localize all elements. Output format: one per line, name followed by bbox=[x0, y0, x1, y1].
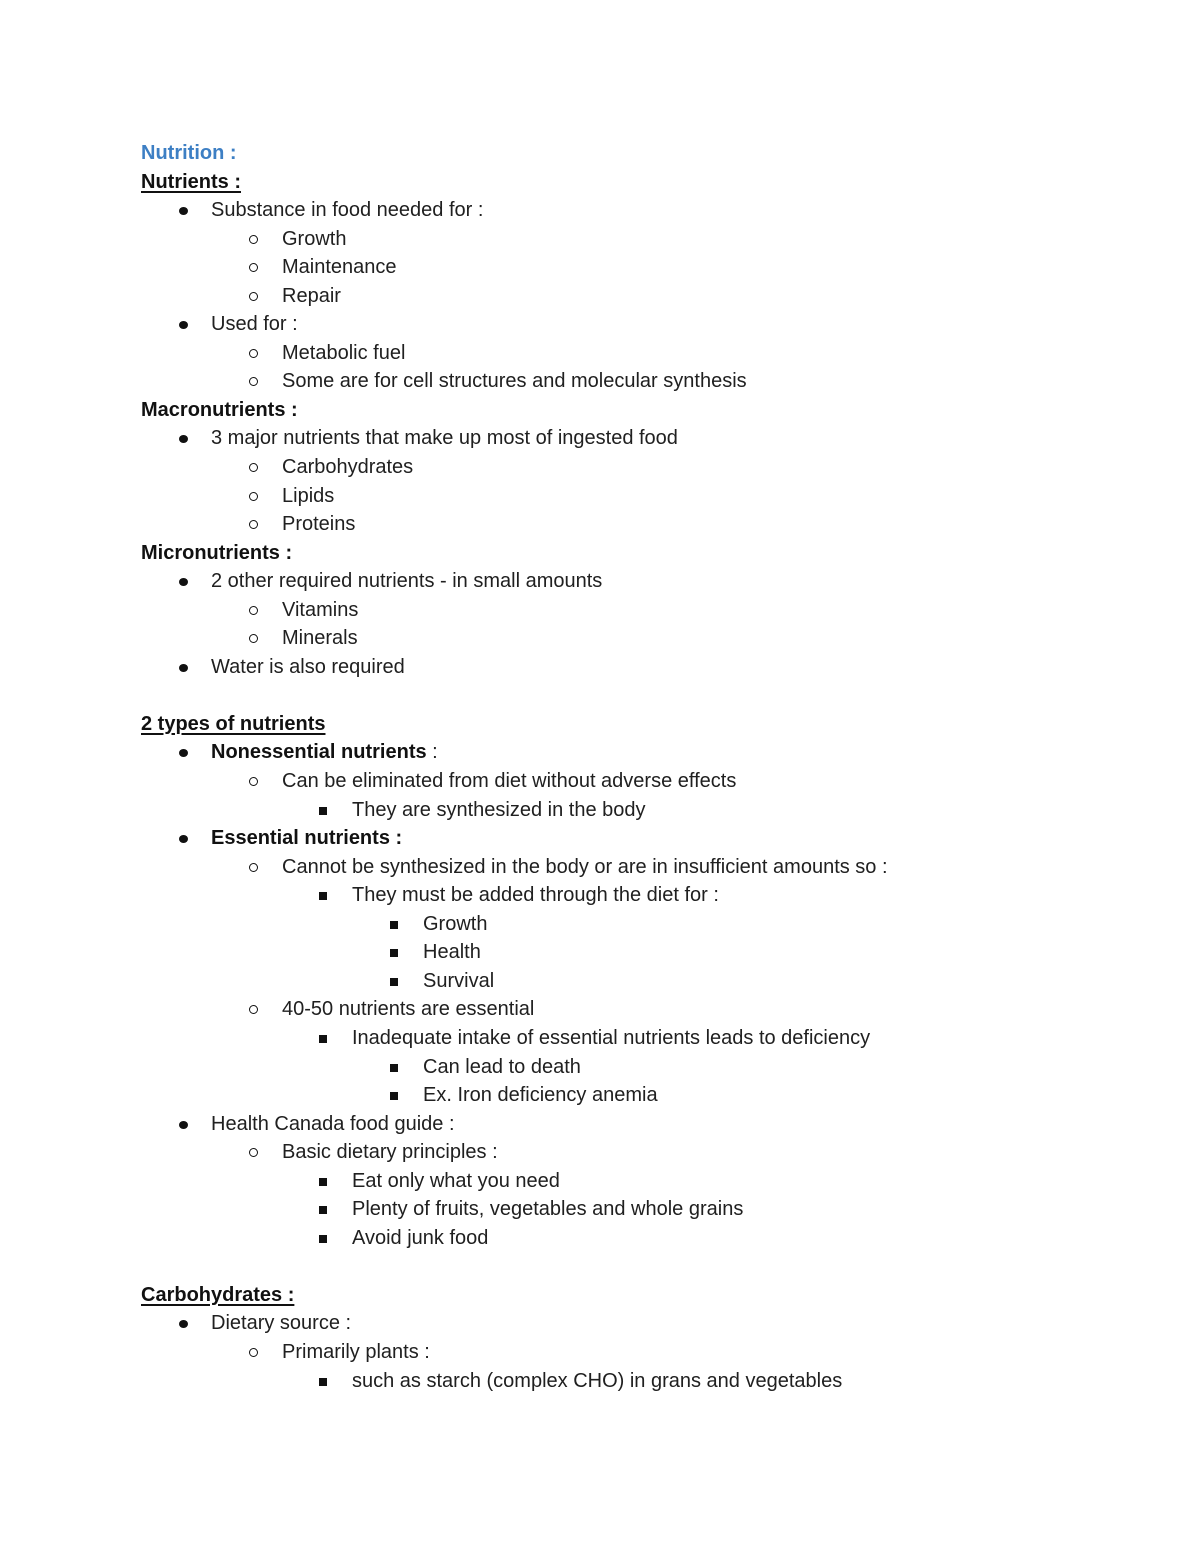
list-item bbox=[0, 1195, 1200, 1224]
list-item bbox=[0, 196, 1200, 225]
section-heading-carbohydrates-text: Carbohydrates : bbox=[141, 1283, 295, 1306]
list-item bbox=[0, 767, 1200, 796]
list-item-text: Used for : bbox=[211, 313, 298, 336]
bullet-circle-icon bbox=[249, 1005, 258, 1014]
document-body bbox=[0, 139, 1200, 1395]
list-item bbox=[0, 967, 1200, 996]
list-item bbox=[0, 995, 1200, 1024]
list-item-text: Health bbox=[423, 941, 481, 964]
bullet-square-icon bbox=[319, 1178, 327, 1186]
bullet-disc-icon bbox=[179, 749, 188, 757]
section-heading-macronutrients: Macronutrients : bbox=[141, 398, 298, 421]
list-item-text: They are synthesized in the body bbox=[352, 798, 646, 821]
list-item-text: Substance in food needed for : bbox=[211, 199, 484, 222]
list-item bbox=[0, 738, 1200, 767]
list-item-text: Can lead to death bbox=[423, 1055, 581, 1078]
bullet-square-icon bbox=[319, 892, 327, 900]
bullet-disc-icon bbox=[179, 578, 188, 586]
section-heading-micronutrients: Micronutrients : bbox=[141, 541, 293, 564]
list-item-text: Ex. Iron deficiency anemia bbox=[423, 1084, 658, 1107]
bullet-circle-icon bbox=[249, 777, 258, 786]
list-item-text: 2 other required nutrients - in small amounts bbox=[211, 570, 603, 593]
bullet-circle-icon bbox=[249, 492, 258, 501]
list-item bbox=[0, 1167, 1200, 1196]
list-item bbox=[0, 567, 1200, 596]
bullet-circle-icon bbox=[249, 463, 258, 472]
blank-line bbox=[0, 681, 1200, 710]
list-item-text: Primarily plants : bbox=[282, 1340, 430, 1363]
list-item bbox=[0, 424, 1200, 453]
list-item-text: They must be added through the diet for : bbox=[352, 884, 719, 907]
bullet-disc-icon bbox=[179, 435, 188, 443]
list-item bbox=[0, 1138, 1200, 1167]
section-heading-types-text: 2 types of nutrients bbox=[141, 712, 326, 735]
list-item-text: Water is also required bbox=[211, 655, 405, 678]
list-item bbox=[0, 624, 1200, 653]
list-item bbox=[0, 910, 1200, 939]
list-item-text: Growth bbox=[423, 912, 488, 935]
bullet-circle-icon bbox=[249, 377, 258, 386]
list-item bbox=[0, 1024, 1200, 1053]
bullet-disc-icon bbox=[179, 1320, 188, 1328]
bullet-disc-icon bbox=[179, 664, 188, 672]
list-item bbox=[0, 1338, 1200, 1367]
list-item bbox=[0, 510, 1200, 539]
bullet-square-icon bbox=[319, 807, 327, 815]
list-item-text: Can be eliminated from diet without adverse effects bbox=[282, 770, 737, 793]
list-item-text: Eat only what you need bbox=[352, 1169, 560, 1192]
list-item-text: Maintenance bbox=[282, 256, 397, 279]
list-item bbox=[0, 596, 1200, 625]
section-heading-types bbox=[0, 710, 1200, 739]
bullet-circle-icon bbox=[249, 263, 258, 272]
list-item bbox=[0, 225, 1200, 254]
list-item-text: 3 major nutrients that make up most of ingested food bbox=[211, 427, 678, 450]
document-title: Nutrition : bbox=[141, 142, 237, 164]
list-item-text: Minerals bbox=[282, 627, 358, 650]
list-item-text: Growth bbox=[282, 227, 347, 250]
list-item-text: Cannot be synthesized in the body or are in insufficient amounts so : bbox=[282, 855, 888, 878]
list-item-text: Repair bbox=[282, 284, 341, 307]
list-item-text: Avoid junk food bbox=[352, 1226, 489, 1249]
list-item-text: Proteins bbox=[282, 513, 356, 536]
list-item bbox=[0, 339, 1200, 368]
bullet-square-icon bbox=[319, 1206, 327, 1214]
bullet-square-icon bbox=[319, 1235, 327, 1243]
list-item-text: Vitamins bbox=[282, 598, 359, 621]
bullet-circle-icon bbox=[249, 606, 258, 615]
list-item-bold-text: Essential nutrients : bbox=[211, 827, 403, 850]
list-item-text: Survival bbox=[423, 969, 495, 992]
list-item bbox=[0, 253, 1200, 282]
section-heading-carbohydrates bbox=[0, 1281, 1200, 1310]
bullet-square-icon bbox=[390, 978, 398, 986]
list-item bbox=[0, 853, 1200, 882]
bullet-disc-icon bbox=[179, 321, 188, 329]
bullet-circle-icon bbox=[249, 1148, 258, 1157]
list-item-text: : bbox=[426, 741, 438, 764]
bullet-circle-icon bbox=[249, 1348, 258, 1357]
list-item-bold-text: Nonessential nutrients bbox=[211, 741, 427, 764]
bullet-circle-icon bbox=[249, 292, 258, 301]
list-item-text: such as starch (complex CHO) in grans and vegetables bbox=[352, 1369, 843, 1392]
bullet-disc-icon bbox=[179, 207, 188, 215]
list-item-text: Dietary source : bbox=[211, 1312, 352, 1335]
list-item-text: Carbohydrates bbox=[282, 456, 414, 479]
bullet-square-icon bbox=[390, 921, 398, 929]
bullet-square-icon bbox=[319, 1378, 327, 1386]
list-item bbox=[0, 1081, 1200, 1110]
list-item-text: Health Canada food guide : bbox=[211, 1112, 455, 1135]
bullet-square-icon bbox=[390, 949, 398, 957]
list-item bbox=[0, 1053, 1200, 1082]
list-item bbox=[0, 1110, 1200, 1139]
list-item-text: 40-50 nutrients are essential bbox=[282, 998, 535, 1021]
section-heading-nutrients-text: Nutrients : bbox=[141, 170, 241, 193]
bullet-disc-icon bbox=[179, 835, 188, 843]
bullet-square-icon bbox=[319, 1035, 327, 1043]
list-item bbox=[0, 796, 1200, 825]
bullet-square-icon bbox=[390, 1064, 398, 1072]
list-item bbox=[0, 824, 1200, 853]
list-item bbox=[0, 653, 1200, 682]
list-item bbox=[0, 453, 1200, 482]
section-heading-nutrients bbox=[0, 168, 1200, 197]
list-item-text: Some are for cell structures and molecular synthesis bbox=[282, 370, 747, 393]
list-item bbox=[0, 367, 1200, 396]
bullet-circle-icon bbox=[249, 349, 258, 358]
list-item-text: Basic dietary principles : bbox=[282, 1141, 498, 1164]
list-item bbox=[0, 282, 1200, 311]
bullet-square-icon bbox=[390, 1092, 398, 1100]
bullet-circle-icon bbox=[249, 520, 258, 529]
bullet-circle-icon bbox=[249, 863, 258, 872]
list-item-text: Plenty of fruits, vegetables and whole grains bbox=[352, 1198, 744, 1221]
list-item bbox=[0, 1309, 1200, 1338]
bullet-circle-icon bbox=[249, 235, 258, 244]
list-item bbox=[0, 310, 1200, 339]
list-item bbox=[0, 482, 1200, 511]
list-item bbox=[0, 1367, 1200, 1396]
list-item-text: Metabolic fuel bbox=[282, 341, 406, 364]
list-item bbox=[0, 1224, 1200, 1253]
bullet-disc-icon bbox=[179, 1121, 188, 1129]
list-item-text: Lipids bbox=[282, 484, 335, 507]
bullet-circle-icon bbox=[249, 634, 258, 643]
list-item-text: Inadequate intake of essential nutrients leads to deficiency bbox=[352, 1026, 871, 1049]
list-item bbox=[0, 881, 1200, 910]
blank-line bbox=[0, 1252, 1200, 1281]
list-item bbox=[0, 938, 1200, 967]
